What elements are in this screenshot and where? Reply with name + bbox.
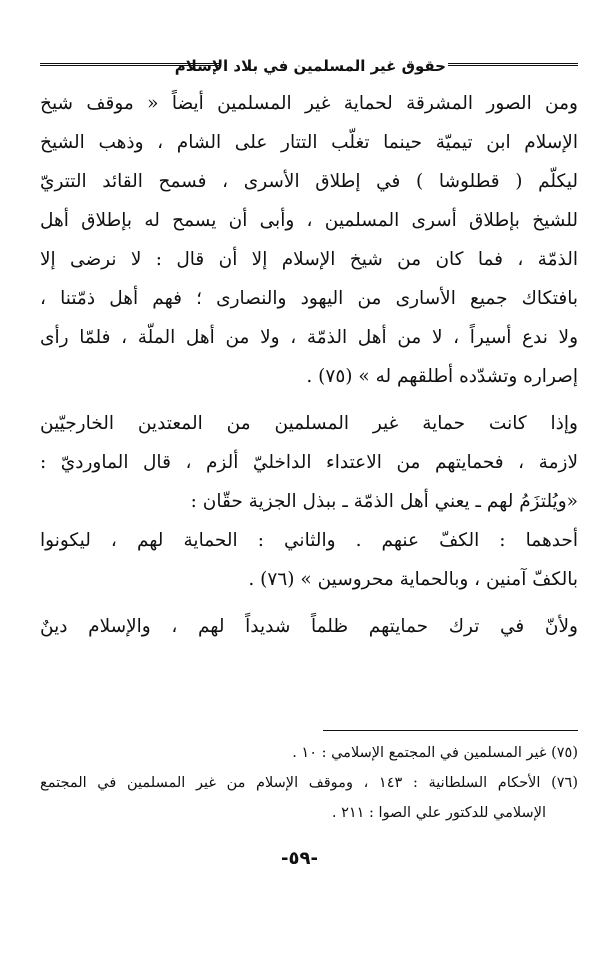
quote-line: أحدهما : الكفّ عنهم . والثاني : الحماية لهم ، ليكونوا bbox=[40, 530, 578, 551]
paragraph-line: الذمّة ، فما كان من شيخ الإسلام إلا أن قال : لا نرضى إلا bbox=[40, 249, 578, 270]
footnote-75: (٧٥) غير المسلمين في المجتمع الإسلامي : ١٠ . bbox=[292, 745, 578, 761]
paragraph-line: إصراره وتشدّده أطلقهم له » (٧٥) . bbox=[306, 366, 578, 387]
body-text bbox=[40, 84, 578, 646]
footnote-76-continuation: الإسلامي للدكتور علي الصوا : ٢١١ . bbox=[331, 805, 546, 821]
running-header bbox=[40, 54, 578, 84]
paragraph-line: الإسلام ابن تيميّة حينما تغلّب التتار على الشام ، وذهب الشيخ bbox=[40, 132, 578, 153]
footnote-separator bbox=[323, 730, 578, 731]
paragraph-line: للشيخ بإطلاق أسرى المسلمين ، وأبى أن يسمح له بإطلاق أهل bbox=[40, 210, 578, 231]
quote-line: بالكفّ آمنين ، وبالحماية محروسين » (٧٦) . bbox=[248, 569, 578, 590]
paragraph-line: لازمة ، فحمايتهم من الاعتداء الداخليّ ألزم ، قال الماورديّ : bbox=[40, 452, 578, 473]
paragraph-line: بافتكاك جميع الأسارى من اليهود والنصارى ؛ فهم أهل ذمّتنا ، bbox=[40, 288, 578, 309]
running-title: حقوق غير المسلمين في بلاد الإسلام bbox=[174, 57, 446, 75]
page-number: -٥٩- bbox=[281, 848, 318, 869]
paragraph-line: ولا ندع أسيراً ، لا من أهل الذمّة ، ولا من أهل الملّة ، فلمّا رأى bbox=[40, 327, 578, 348]
footnotes bbox=[40, 738, 578, 828]
paragraph-gap bbox=[40, 599, 578, 607]
paragraph-line: وإذا كانت حماية غير المسلمين من المعتدين الخارجيّين bbox=[40, 413, 578, 434]
header-rule-right bbox=[448, 63, 578, 66]
paragraph-gap bbox=[40, 396, 578, 404]
footnote-76: (٧٦) الأحكام السلطانية : ١٤٣ ، وموقف الإسلام من غير المسلمين في المجتمع bbox=[40, 775, 578, 791]
paragraph-line: ولأنّ في ترك حمايتهم ظلماً شديداً لهم ، والإسلام دينٌ bbox=[40, 616, 578, 637]
paragraph-line: ومن الصور المشرقة لحماية غير المسلمين أيضاً « موقف شيخ bbox=[40, 93, 578, 114]
paragraph-line: ليكلّم ( قطلوشا ) في إطلاق الأسرى ، فسمح القائد التتريّ bbox=[40, 171, 578, 192]
quote-line: «ويُلتزَمُ لهم ـ يعني أهل الذمّة ـ ببذل الجزية حقّان : bbox=[190, 491, 578, 512]
